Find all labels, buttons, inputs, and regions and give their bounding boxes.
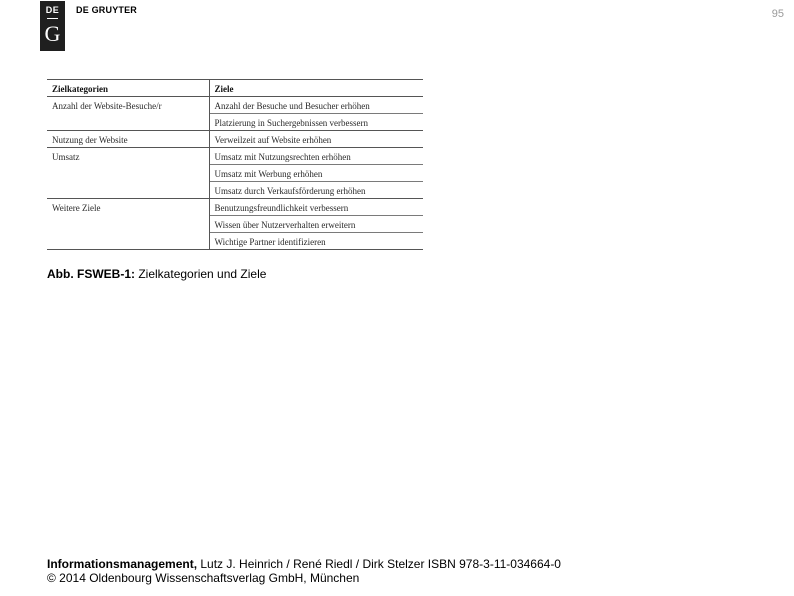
category-cell: Nutzung der Website bbox=[47, 131, 209, 148]
column-header-goals: Ziele bbox=[209, 80, 423, 97]
footer-authors-isbn: Lutz J. Heinrich / René Riedl / Dirk Stelzer ISBN 978-3-11-034664-0 bbox=[200, 557, 561, 571]
category-cell: Weitere Ziele bbox=[47, 199, 209, 250]
goal-cell: Umsatz durch Verkaufsförderung erhöhen bbox=[209, 182, 423, 199]
table-row bbox=[47, 148, 423, 165]
goal-table bbox=[47, 79, 423, 250]
publisher-name: DE GRUYTER bbox=[76, 5, 138, 15]
page-number: 95 bbox=[771, 8, 784, 20]
figure-caption bbox=[47, 267, 266, 281]
logo-de-text: DE bbox=[45, 5, 60, 15]
footer-citation bbox=[47, 557, 561, 571]
publisher-logo bbox=[40, 1, 65, 51]
goal-cell: Verweilzeit auf Website erhöhen bbox=[209, 131, 423, 148]
goal-cell: Umsatz mit Werbung erhöhen bbox=[209, 165, 423, 182]
category-cell: Umsatz bbox=[47, 148, 209, 199]
column-header-categories: Zielkategorien bbox=[47, 80, 209, 97]
caption-text: Zielkategorien und Ziele bbox=[138, 267, 267, 281]
footer-copyright: © 2014 Oldenbourg Wissenschaftsverlag GmbH, München bbox=[47, 571, 360, 585]
goal-cell: Anzahl der Besuche und Besucher erhöhen bbox=[209, 97, 423, 114]
category-cell: Anzahl der Website-Besuche/r bbox=[47, 97, 209, 131]
table-header-row bbox=[47, 80, 423, 97]
caption-label: Abb. FSWEB-1: bbox=[47, 267, 135, 281]
table-row bbox=[47, 131, 423, 148]
logo-g-letter: G bbox=[44, 21, 61, 46]
footer bbox=[47, 557, 561, 585]
goal-cell: Umsatz mit Nutzungsrechten erhöhen bbox=[209, 148, 423, 165]
goal-cell: Wissen über Nutzerverhalten erweitern bbox=[209, 216, 423, 233]
logo-divider bbox=[47, 18, 58, 19]
goal-cell: Platzierung in Suchergebnissen verbessern bbox=[209, 114, 423, 131]
goal-cell: Benutzungsfreundlichkeit verbessern bbox=[209, 199, 423, 216]
table-row bbox=[47, 97, 423, 114]
goal-cell: Wichtige Partner identifizieren bbox=[209, 233, 423, 250]
table-row bbox=[47, 199, 423, 216]
goal-table-figure bbox=[47, 79, 423, 245]
footer-book-title: Informationsmanagement, bbox=[47, 557, 198, 571]
